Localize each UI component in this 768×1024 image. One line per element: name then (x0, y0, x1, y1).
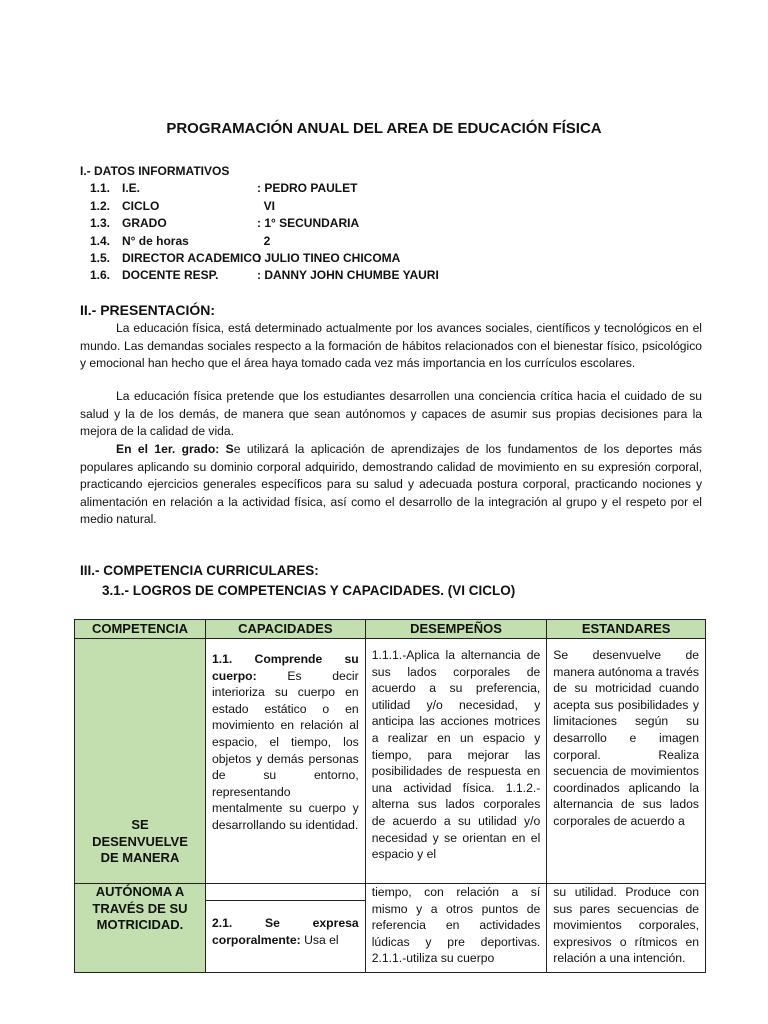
desempeno-1: 1.1.1.-Aplica la alternancia de sus lados corporales de acuerdo a su preferencia, utilidad y/o necesidad, y anticipa las acciones motrices a realizar en un espacio y tiempo, para mejorar las posibilidades de respuesta en una actividad física. 1.1.2.-alterna sus lados corporales de acuerdo a su utilidad y/o necesidad y se orientan en el espacio y el (371, 648, 541, 862)
capacidad-2: 2.1. Se expresa corporalmente: Usa el (211, 916, 359, 947)
estandar-1: Se desenvuelve de manera autónoma a través de su motricidad cuando acepta sus posibilidades y limitaciones según su desarrollo e imagen corporal. Realiza secuencia de movimientos coordinados aplicando la alternancia de sus lados corporales de acuerdo a (553, 648, 699, 828)
dato-row: 1.1. I.E. : PEDRO PAULET (90, 181, 358, 196)
dato-row: 1.2. CICLO VI (90, 198, 276, 213)
logros-subheading: 3.1.- LOGROS DE COMPETENCIAS Y CAPACIDADES. (VI CICLO) (102, 583, 516, 598)
competencias-heading: III.- COMPETENCIA CURRICULARES: (80, 563, 319, 578)
competencias-table (74, 619, 706, 973)
estandar-2: su utilidad. Produce con sus pares secuencias de movimientos corporales, expresivos o rítmicos en relación a una intención. (553, 885, 699, 966)
table-header: DESEMPEÑOS (365, 620, 547, 639)
presentacion-paragraph-2: La educación física pretende que los estudiantes desarrollen una conciencia crítica hacia el cuidado de su salud y la de los demás, de manera que sean autónomos y capaces de asumir sus propias decisiones para la mejora de la calidad de vida. (80, 389, 702, 439)
dato-row: 1.6. DOCENTE RESP. : DANNY JOHN CHUMBE YAURI (90, 268, 439, 283)
competencia-cell: SE DESENVUELVE DE MANERA (75, 639, 206, 884)
presentacion-heading: II.- PRESENTACIÓN: (80, 302, 216, 318)
datos-heading: I.- DATOS INFORMATIVOS (80, 164, 230, 178)
presentacion-paragraph-3: En el 1er. grado: Se utilizará la aplicación de aprendizajes de los fundamentos de los deportes más populares aplicando su dominio corporal adquirido, demostrando calidad de movimiento en su expresión corporal, practicando ejercicios generales específicos para su salud y adecuada postura corporal, practicando nociones y alimentación en relación a la actividad física, así como el desarrollo de la integración al grupo y el respeto por el medio natural. (80, 442, 702, 527)
dato-row: 1.3. GRADO : 1° SECUNDARIA (90, 216, 360, 231)
desempeno-cell-2 (365, 884, 547, 973)
table-header: CAPACIDADES (205, 620, 365, 639)
table-header: ESTANDARES (547, 620, 706, 639)
presentacion-paragraph-1: La educación física, está determinado actualmente por los avances sociales, científicos y tecnológicos en el mundo. Las demandas sociales respecto a la formación de hábitos relacionados con el bienestar físico, psicológico y emocional han hecho que el área haya tomado cada vez más importancia en los currículos escolares. (80, 321, 702, 371)
dato-row: 1.4. N° de horas 2 (90, 233, 271, 248)
dato-row: 1.5. DIRECTOR ACADEMICO: JULIO TINEO CHICOMA (90, 250, 401, 265)
desempeno-2: tiempo, con relación a sí mismo y a otros puntos de referencia en actividades lúdicas y pre deportivas. 2.1.1.-utiliza su cuerpo (371, 885, 541, 966)
page-title: PROGRAMACIÓN ANUAL DEL AREA DE EDUCACIÓN FÍSICA (166, 120, 602, 137)
table-header: COMPETENCIA (75, 620, 206, 639)
estandar-cell (547, 639, 706, 884)
capacidad-cell-2 (205, 884, 365, 973)
competencia-cell-cont: AUTÓNOMA A TRAVÉS DE SU MOTRICIDAD. (75, 884, 206, 973)
capacidad-cell (205, 639, 365, 884)
estandar-cell-2 (547, 884, 706, 973)
capacidad-1: 1.1. Comprende su cuerpo: Es decir interioriza su cuerpo en estado estático o en movimiento en relación al espacio, el tiempo, los objetos y demás personas de su entorno, representando mentalmente su cuerpo y desarrollando su identidad. (211, 652, 359, 832)
desempeno-cell (365, 639, 547, 884)
grado-label: En el 1er. grado: S (116, 442, 234, 456)
datos-informativos (80, 163, 439, 285)
